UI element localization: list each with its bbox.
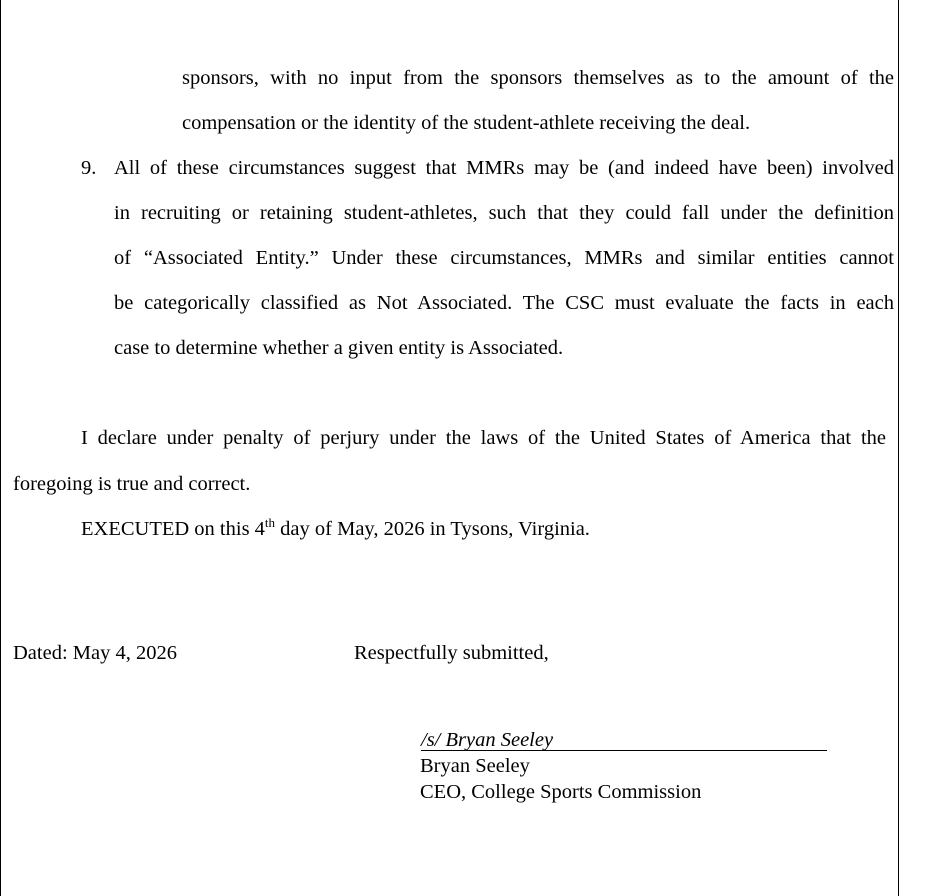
signature-text: /s/ Bryan Seeley [421,729,554,751]
signatory-name: Bryan Seeley [420,755,530,777]
continuation-line-1: sponsors, with no input from the sponsors themselves as to the amount of the [182,67,894,89]
paragraph-9-line-4: be categorically classified as Not Associated. The CSC must evaluate the facts in each [114,292,894,314]
dated-line: Dated: May 4, 2026 [13,642,177,664]
paragraph-9-line-5: case to determine whether a given entity is Associated. [114,337,564,359]
declaration-line-2: foregoing is true and correct. [13,473,251,495]
paragraph-9-line-2: in recruiting or retaining student-athletes, such that they could fall under the definition [114,202,894,224]
continuation-line-2: compensation or the identity of the student-athlete receiving the deal. [182,112,751,134]
executed-text-after: day of May, 2026 in Tysons, Virginia. [275,518,590,540]
signature-line [421,726,827,751]
signatory-title: CEO, College Sports Commission [420,781,702,803]
executed-ordinal-suffix: th [264,515,276,531]
paragraph-9-number: 9. [81,157,97,179]
executed-text-before: EXECUTED on this 4 [81,518,265,540]
paragraph-9-line-3: of “Associated Entity.” Under these circumstances, MMRs and similar entities cannot [114,247,894,269]
executed-statement [81,517,590,541]
closing-line: Respectfully submitted, [354,642,549,664]
paragraph-9-line-1: All of these circumstances suggest that MMRs may be (and indeed have been) involved [114,157,894,179]
declaration-line-1: I declare under penalty of perjury under the laws of the United States of America that the [81,427,886,449]
